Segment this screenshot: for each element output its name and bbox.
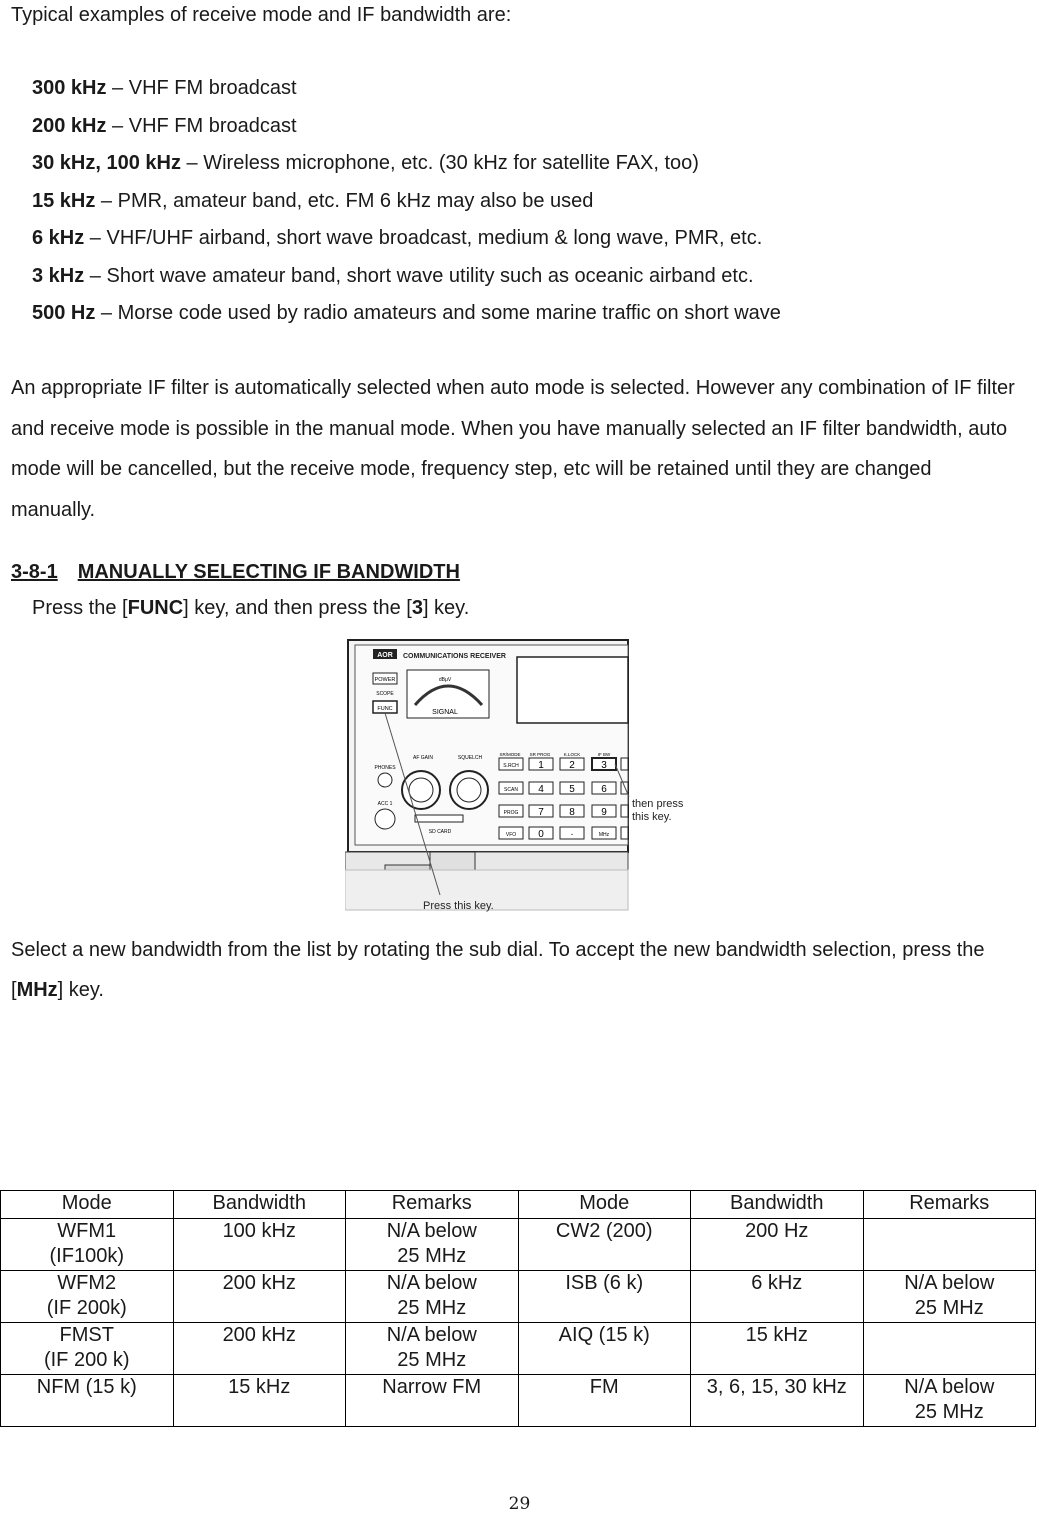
table-header: Bandwidth bbox=[691, 1191, 864, 1219]
brand-logo: AOR bbox=[377, 652, 393, 659]
auto-mode-paragraph: An appropriate IF filter is automatically selected when auto mode is selected. However any combination of IF filter and receive mode is possible in the manual mode. When you have manually selected an IF filter bandwidth, auto mode will be cancelled, but the receive mode, frequency step, etc will be retained until they are changed manually. bbox=[11, 377, 1015, 521]
svg-text:3: 3 bbox=[601, 760, 607, 771]
example-bandwidth: 3 kHz bbox=[32, 264, 85, 287]
table-cell: Narrow FM bbox=[346, 1375, 519, 1427]
svg-text:K.LOCK: K.LOCK bbox=[563, 752, 581, 757]
svg-text:PROG: PROG bbox=[503, 810, 519, 816]
example-description: – Wireless microphone, etc. (30 kHz for satellite FAX, too) bbox=[180, 152, 699, 174]
table-cell: ISB (6 k) bbox=[518, 1271, 691, 1323]
table-header-row bbox=[1, 1191, 1036, 1219]
instruction-pre: Press the [ bbox=[32, 597, 128, 619]
table-cell: 15 kHz bbox=[173, 1375, 346, 1427]
model-label: COMMUNICATIONS RECEIVER bbox=[403, 653, 506, 660]
table-cell: N/A below 25 MHz bbox=[346, 1323, 519, 1375]
svg-text:6: 6 bbox=[601, 784, 607, 795]
example-item bbox=[32, 295, 781, 333]
power-button bbox=[373, 673, 397, 684]
table-cell: CW2 (200) bbox=[518, 1219, 691, 1271]
example-description: – Short wave amateur band, short wave utility such as oceanic airband etc. bbox=[84, 264, 754, 287]
svg-text:MHz: MHz bbox=[598, 832, 610, 838]
meter-label: SIGNAL bbox=[432, 709, 458, 716]
example-bandwidth: 30 kHz, 100 kHz bbox=[32, 152, 181, 174]
svg-text:7: 7 bbox=[538, 807, 544, 818]
table-header: Mode bbox=[518, 1191, 691, 1219]
example-item bbox=[32, 145, 781, 183]
table-cell: FMST (IF 200 k) bbox=[1, 1323, 174, 1375]
example-bandwidth: 500 Hz bbox=[32, 302, 96, 324]
svg-text:1: 1 bbox=[538, 760, 544, 771]
three-key-label: 3 bbox=[411, 597, 423, 619]
table-row bbox=[1, 1271, 1036, 1323]
bandwidth-examples-list bbox=[32, 70, 781, 333]
table-cell: WFM2 (IF 200k) bbox=[1, 1271, 174, 1323]
example-bandwidth: 6 kHz bbox=[32, 227, 85, 249]
example-description: – VHF FM broadcast bbox=[106, 114, 297, 137]
table-header: Remarks bbox=[346, 1191, 519, 1219]
svg-text:POWER: POWER bbox=[374, 677, 396, 683]
select-pre: Select a new bandwidth from the list by rotating the sub dial. To accept the new bandwidth selection, press the [ bbox=[11, 939, 985, 1001]
select-post: ] key. bbox=[57, 979, 104, 1001]
svg-text:2: 2 bbox=[569, 760, 575, 771]
section-title: MANUALLY SELECTING IF BANDWIDTH bbox=[77, 561, 460, 583]
table-cell: FM bbox=[518, 1375, 691, 1427]
svg-text:4: 4 bbox=[538, 784, 544, 795]
squelch-label: SQUELCH bbox=[457, 755, 483, 761]
table-cell: 15 kHz bbox=[691, 1323, 864, 1375]
example-description: – Morse code used by radio amateurs and some marine traffic on short wave bbox=[95, 302, 781, 324]
table-row bbox=[1, 1323, 1036, 1375]
table-cell: 3, 6, 15, 30 kHz bbox=[691, 1375, 864, 1427]
example-item bbox=[32, 183, 781, 221]
table-cell: AIQ (15 k) bbox=[518, 1323, 691, 1375]
instruction-text bbox=[32, 597, 469, 620]
page-number: 29 bbox=[508, 1494, 531, 1514]
then-press-callout: then press this key. bbox=[632, 798, 684, 823]
svg-text:SCAN: SCAN bbox=[504, 787, 518, 793]
table-cell: 100 kHz bbox=[173, 1219, 346, 1271]
example-item bbox=[32, 108, 781, 146]
example-description: – VHF/UHF airband, short wave broadcast, medium & long wave, PMR, etc. bbox=[84, 227, 763, 249]
table-cell: 200 kHz bbox=[173, 1271, 346, 1323]
example-bandwidth: 200 kHz bbox=[32, 114, 107, 137]
svg-text:VFO: VFO bbox=[505, 832, 517, 838]
example-item bbox=[32, 258, 781, 296]
example-item bbox=[32, 220, 781, 258]
svg-text:SR PROG: SR PROG bbox=[529, 752, 551, 757]
table-cell: NFM (15 k) bbox=[1, 1375, 174, 1427]
bandwidth-table bbox=[0, 1190, 1036, 1427]
svg-text:5: 5 bbox=[569, 784, 575, 795]
section-heading bbox=[11, 561, 460, 584]
func-key-label: FUNC bbox=[127, 597, 184, 619]
table-row bbox=[1, 1219, 1036, 1271]
table-cell bbox=[863, 1219, 1036, 1271]
table-cell: 200 Hz bbox=[691, 1219, 864, 1271]
table-cell bbox=[863, 1323, 1036, 1375]
example-description: – PMR, amateur band, etc. FM 6 kHz may also be used bbox=[95, 189, 594, 212]
example-item bbox=[32, 70, 781, 108]
table-cell: 200 kHz bbox=[173, 1323, 346, 1375]
table-header: Bandwidth bbox=[173, 1191, 346, 1219]
af-gain-label: AF GAIN bbox=[412, 755, 434, 761]
press-this-key-callout: Press this key. bbox=[423, 900, 494, 912]
table-header: Mode bbox=[1, 1191, 174, 1219]
svg-text:8: 8 bbox=[569, 807, 575, 818]
func-button bbox=[373, 701, 397, 713]
table-row bbox=[1, 1375, 1036, 1427]
table-cell: N/A below 25 MHz bbox=[346, 1219, 519, 1271]
table-cell: WFM1 (IF100k) bbox=[1, 1219, 174, 1271]
meter-unit: dBμV bbox=[438, 677, 452, 683]
svg-text:0: 0 bbox=[538, 829, 544, 840]
example-bandwidth: 300 kHz bbox=[32, 77, 107, 99]
select-bandwidth-text bbox=[11, 930, 1031, 1010]
scope-label: SCOPE bbox=[376, 691, 394, 697]
table-cell: N/A below 25 MHz bbox=[863, 1375, 1036, 1427]
example-bandwidth: 15 kHz bbox=[32, 189, 96, 212]
instruction-post: ] key. bbox=[422, 597, 470, 619]
receiver-front-panel-figure bbox=[345, 637, 695, 915]
mhz-key-label: MHz bbox=[16, 979, 58, 1001]
phones-label: PHONES bbox=[374, 765, 396, 771]
acc-label: ACC 1 bbox=[377, 801, 393, 807]
instruction-mid: ] key, and then press the [ bbox=[183, 597, 412, 619]
example-description: – VHF FM broadcast bbox=[106, 77, 297, 99]
table-cell: N/A below 25 MHz bbox=[346, 1271, 519, 1323]
sd-card-label: SD CARD bbox=[428, 829, 452, 835]
svg-text:9: 9 bbox=[601, 807, 607, 818]
intro-text: Typical examples of receive mode and IF bandwidth are: bbox=[11, 4, 512, 26]
svg-text:IF BW: IF BW bbox=[597, 752, 611, 757]
svg-text:FUNC: FUNC bbox=[377, 706, 393, 712]
section-number: 3-8-1 bbox=[11, 561, 58, 583]
table-cell: 6 kHz bbox=[691, 1271, 864, 1323]
table-header: Remarks bbox=[863, 1191, 1036, 1219]
svg-text:S.RCH: S.RCH bbox=[503, 763, 519, 769]
svg-text:SR/MODE: SR/MODE bbox=[499, 752, 521, 757]
svg-text:·: · bbox=[570, 829, 574, 840]
table-cell: N/A below 25 MHz bbox=[863, 1271, 1036, 1323]
